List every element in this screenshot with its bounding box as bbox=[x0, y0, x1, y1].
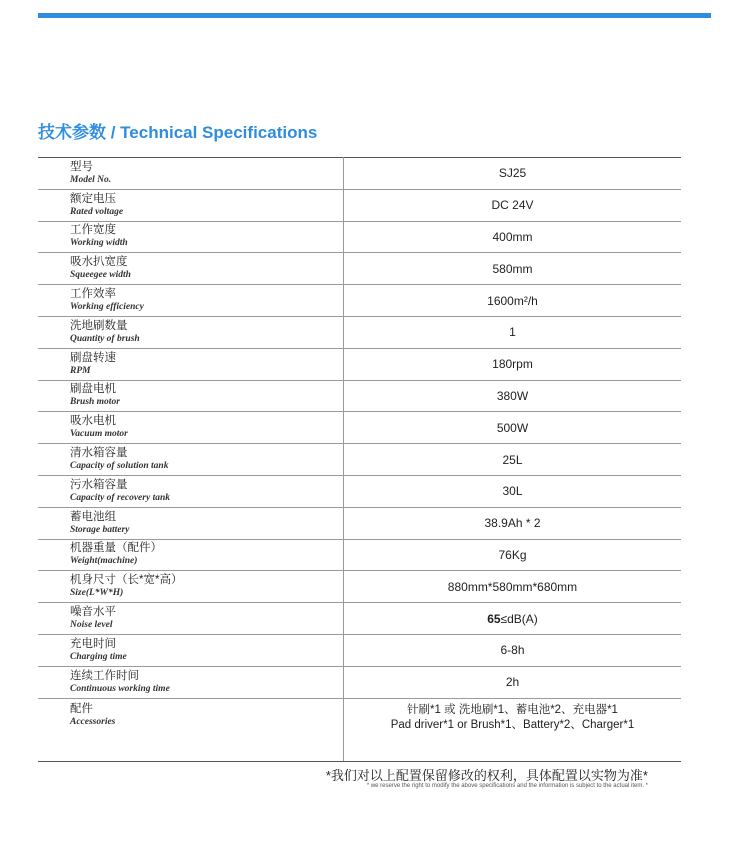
spec-value: 400mm bbox=[344, 221, 682, 253]
spec-value: 76Kg bbox=[344, 539, 682, 571]
spec-value: 500W bbox=[344, 412, 682, 444]
table-row bbox=[38, 380, 681, 412]
spec-label-en: Squeegee width bbox=[70, 270, 131, 281]
spec-label-zh: 机器重量（配件） bbox=[70, 542, 162, 555]
spec-label-en: Accessories bbox=[70, 716, 116, 727]
spec-label-en: Vacuum motor bbox=[70, 429, 128, 440]
spec-label-cell bbox=[38, 507, 344, 539]
spec-label-cell bbox=[38, 348, 344, 380]
spec-label-cell bbox=[38, 571, 344, 603]
table-row bbox=[38, 316, 681, 348]
table-row bbox=[38, 412, 681, 444]
spec-table bbox=[38, 157, 681, 762]
spec-label-en: Noise level bbox=[70, 620, 113, 631]
spec-label-zh: 工作效率 bbox=[70, 288, 116, 301]
spec-label-zh: 刷盘转速 bbox=[70, 351, 116, 364]
spec-label-cell bbox=[38, 412, 344, 444]
spec-value: 580mm bbox=[344, 253, 682, 285]
spec-label-en: RPM bbox=[70, 365, 91, 376]
spec-label-zh: 吸水扒宽度 bbox=[70, 256, 128, 269]
table-row bbox=[38, 603, 681, 635]
spec-label-cell bbox=[38, 380, 344, 412]
spec-label-zh: 工作宽度 bbox=[70, 224, 116, 237]
spec-label-cell bbox=[38, 539, 344, 571]
spec-value: 1600m²/h bbox=[344, 285, 682, 317]
table-row bbox=[38, 539, 681, 571]
spec-label-cell bbox=[38, 634, 344, 666]
spec-value: SJ25 bbox=[344, 158, 682, 190]
spec-label-zh: 洗地刷数量 bbox=[70, 319, 128, 332]
spec-label-cell bbox=[38, 698, 344, 761]
spec-label-cell bbox=[38, 316, 344, 348]
spec-label-cell bbox=[38, 475, 344, 507]
spec-label-en: Capacity of recovery tank bbox=[70, 492, 170, 503]
spec-label-zh: 刷盘电机 bbox=[70, 383, 116, 396]
spec-label-en: Working width bbox=[70, 238, 128, 249]
spec-label-cell bbox=[38, 158, 344, 190]
spec-value: DC 24V bbox=[344, 189, 682, 221]
spec-value: 880mm*580mm*680mm bbox=[344, 571, 682, 603]
table-row bbox=[38, 475, 681, 507]
spec-value: 6-8h bbox=[344, 634, 682, 666]
spec-label-en: Continuous working time bbox=[70, 683, 170, 694]
spec-label-zh: 清水箱容量 bbox=[70, 447, 128, 460]
spec-value: 25L bbox=[344, 444, 682, 476]
table-row bbox=[38, 348, 681, 380]
spec-label-zh: 污水箱容量 bbox=[70, 478, 128, 491]
spec-label-cell bbox=[38, 603, 344, 635]
spec-value: 30L bbox=[344, 475, 682, 507]
spec-value: 180rpm bbox=[344, 348, 682, 380]
spec-label-zh: 充电时间 bbox=[70, 637, 116, 650]
spec-label-en: Weight(machine) bbox=[70, 556, 138, 567]
spec-value: 38.9Ah * 2 bbox=[344, 507, 682, 539]
table-row bbox=[38, 666, 681, 698]
table-row bbox=[38, 698, 681, 761]
top-accent-bar bbox=[38, 13, 711, 18]
spec-label-en: Charging time bbox=[70, 651, 127, 662]
spec-label-en: Size(L*W*H) bbox=[70, 588, 124, 599]
spec-label-en: Capacity of solution tank bbox=[70, 461, 169, 472]
spec-label-zh: 配件 bbox=[70, 702, 93, 715]
spec-label-zh: 额定电压 bbox=[70, 192, 116, 205]
spec-label-cell bbox=[38, 253, 344, 285]
spec-label-zh: 机身尺寸（长*宽*高） bbox=[70, 574, 183, 587]
table-row bbox=[38, 571, 681, 603]
spec-label-en: Storage battery bbox=[70, 524, 130, 535]
spec-value: 2h bbox=[344, 666, 682, 698]
spec-value: 1 bbox=[344, 316, 682, 348]
spec-label-cell bbox=[38, 189, 344, 221]
disclaimer-en: * we reserve the right to modify the above specifications and the information is subject to the actual item. * bbox=[366, 783, 648, 789]
spec-label-en: Rated voltage bbox=[70, 206, 124, 217]
spec-label-cell bbox=[38, 221, 344, 253]
table-row bbox=[38, 253, 681, 285]
spec-label-zh: 型号 bbox=[70, 160, 93, 173]
table-row bbox=[38, 507, 681, 539]
spec-label-en: Brush motor bbox=[70, 397, 120, 408]
disclaimer-zh: *我们对以上配置保留修改的权利，具体配置以实物为准* bbox=[325, 768, 648, 783]
spec-label-en: Working efficiency bbox=[70, 302, 144, 313]
table-row bbox=[38, 285, 681, 317]
page-title: 技术参数 / Technical Specifications bbox=[38, 123, 318, 142]
accessories-zh: 针刷*1 或 洗地刷*1、蓄电池*2、充电器*1 bbox=[407, 703, 618, 716]
spec-value bbox=[344, 698, 682, 761]
spec-label-zh: 蓄电池组 bbox=[70, 510, 116, 523]
noise-value-unit: ≤dB(A) bbox=[500, 611, 538, 626]
table-row bbox=[38, 221, 681, 253]
spec-label-cell bbox=[38, 444, 344, 476]
spec-value bbox=[344, 603, 682, 635]
spec-label-cell bbox=[38, 666, 344, 698]
table-row bbox=[38, 444, 681, 476]
table-row bbox=[38, 158, 681, 190]
spec-label-en: Quantity of brush bbox=[70, 333, 140, 344]
spec-label-en: Model No. bbox=[70, 174, 112, 185]
table-row bbox=[38, 634, 681, 666]
spec-label-zh: 吸水电机 bbox=[70, 415, 116, 428]
table-row bbox=[38, 189, 681, 221]
spec-label-cell bbox=[38, 285, 344, 317]
spec-label-zh: 连续工作时间 bbox=[70, 669, 139, 682]
accessories-en: Pad driver*1 or Brush*1、Battery*2、Charger*1 bbox=[390, 718, 635, 731]
spec-value: 380W bbox=[344, 380, 682, 412]
spec-label-zh: 噪音水平 bbox=[70, 606, 116, 619]
noise-value-number: 65 bbox=[487, 611, 501, 626]
